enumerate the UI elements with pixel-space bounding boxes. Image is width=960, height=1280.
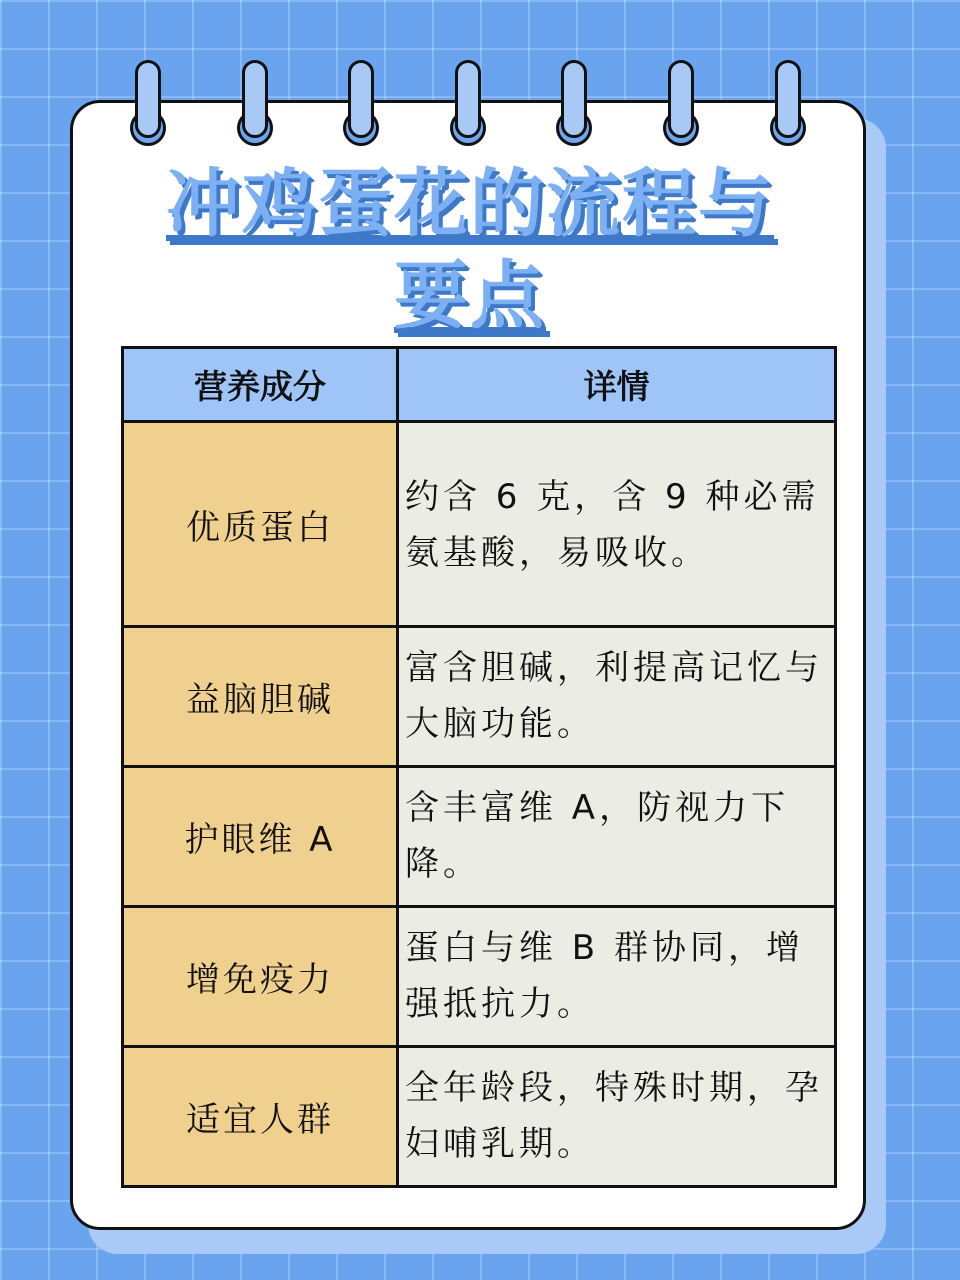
binding-ring [555, 60, 593, 148]
column-header-nutrient: 营养成分 [123, 348, 398, 422]
row-detail: 全年龄段，特殊时期，孕妇哺乳期。 [398, 1047, 836, 1187]
nutrition-table [121, 346, 837, 1188]
row-label: 优质蛋白 [123, 422, 398, 627]
table-row [123, 627, 836, 767]
table-row [123, 907, 836, 1047]
title-line-1: 冲鸡蛋花的流程与 [166, 161, 774, 247]
row-detail: 含丰富维 A，防视力下降。 [398, 767, 836, 907]
page-title [80, 158, 860, 342]
row-detail: 约含 6 克，含 9 种必需氨基酸，易吸收。 [398, 422, 836, 627]
row-detail: 蛋白与维 B 群协同，增强抵抗力。 [398, 907, 836, 1047]
column-header-detail: 详情 [398, 348, 836, 422]
row-label: 适宜人群 [123, 1047, 398, 1187]
table-header-row [123, 348, 836, 422]
row-detail: 富含胆碱，利提高记忆与大脑功能。 [398, 627, 836, 767]
binding-ring [769, 60, 807, 148]
binding-ring [449, 60, 487, 148]
table-row [123, 422, 836, 627]
binding-ring [236, 60, 274, 148]
binding-ring [129, 60, 167, 148]
row-label: 增免疫力 [123, 907, 398, 1047]
spiral-binding [0, 0, 960, 160]
title-line-2: 要点 [394, 253, 546, 339]
row-label: 益脑胆碱 [123, 627, 398, 767]
binding-ring [662, 60, 700, 148]
table-row [123, 1047, 836, 1187]
row-label: 护眼维 A [123, 767, 398, 907]
binding-ring [342, 60, 380, 148]
table-row [123, 767, 836, 907]
